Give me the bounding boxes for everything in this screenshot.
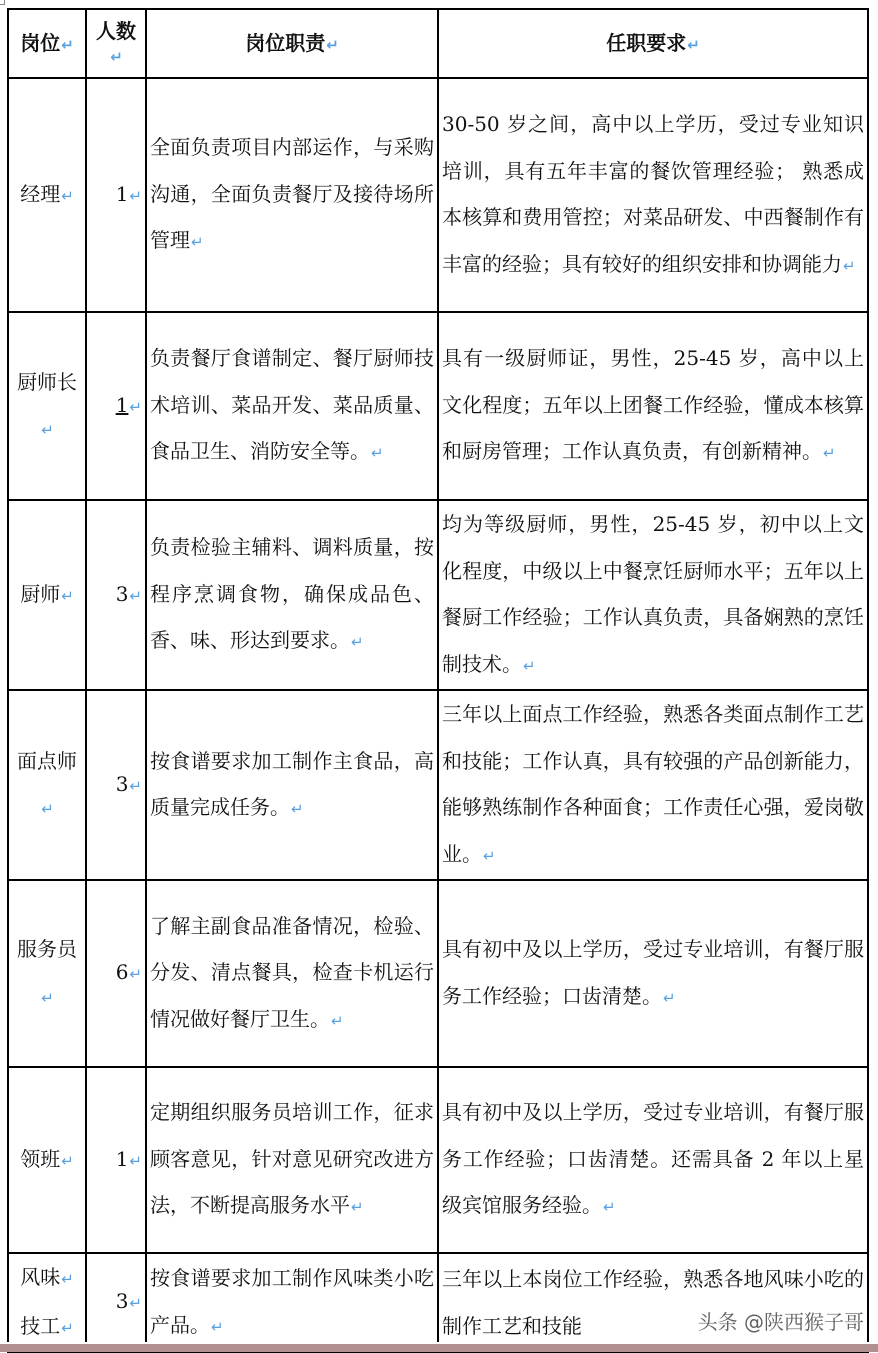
- table-row: [8, 500, 868, 690]
- paragraph-mark-icon: ↵: [523, 656, 536, 675]
- paragraph-mark-icon: ↵: [129, 776, 142, 795]
- paragraph-mark-icon: ↵: [843, 256, 856, 275]
- table-row: [8, 690, 868, 880]
- bottom-bar: [0, 1344, 878, 1352]
- paragraph-mark-icon: ↵: [110, 47, 123, 66]
- cell-requirements: 30-50 岁之间，高中以上学历，受过专业知识培训，具有五年丰富的餐饮管理经验； 熟悉成本核算和费用管控；对菜品研发、中西餐制作有丰富的经验；具有较好的组织安排和协调能力↵: [438, 78, 868, 312]
- paragraph-mark-icon: ↵: [129, 397, 142, 416]
- cell-count: 3↵: [86, 1253, 146, 1352]
- cell-requirements: 具有初中及以上学历，受过专业培训，有餐厅服务工作经验；口齿清楚。还需具备 2 年以上星级宾馆服务经验。↵: [438, 1067, 868, 1253]
- cell-duties: 全面负责项目内部运作，与采购沟通，全面负责餐厅及接待场所管理↵: [146, 78, 438, 312]
- cell-position: 领班↵: [8, 1067, 86, 1253]
- cell-requirements: 具有一级厨师证，男性，25-45 岁，高中以上文化程度；五年以上团餐工作经验，懂成本核算和厨房管理；工作认真负责，有创新精神。↵: [438, 312, 868, 500]
- cell-duties: 按食谱要求加工制作主食品，高质量完成任务。↵: [146, 690, 438, 880]
- header-count: 人数↵: [86, 9, 146, 78]
- watermark: 头条 @陕西猴子哥: [697, 1310, 864, 1334]
- paragraph-mark-icon: ↵: [211, 1317, 224, 1336]
- paragraph-mark-icon: ↵: [41, 800, 54, 818]
- cell-duties: 定期组织服务员培训工作，征求顾客意见，针对意见研究改进方法，不断提高服务水平↵: [146, 1067, 438, 1253]
- cell-requirements: 三年以上面点工作经验，熟悉各类面点制作工艺和技能；工作认真，具有较强的产品创新能力，能够熟练制作各种面食；工作责任心强，爱岗敬业。↵: [438, 690, 868, 880]
- paragraph-mark-icon: ↵: [351, 1198, 364, 1217]
- paragraph-mark-icon: ↵: [191, 233, 204, 252]
- cell-position: 服务员↵: [8, 880, 86, 1067]
- cell-duties: 负责餐厅食谱制定、餐厅厨师技术培训、菜品开发、菜品质量、食品卫生、消防安全等。↵: [146, 312, 438, 500]
- cell-requirements: 三年以上本岗位工作经验，熟悉各地风味小吃的制作工艺和技能: [438, 1253, 868, 1352]
- table-row: [8, 1253, 868, 1352]
- table-row: [8, 312, 868, 500]
- table-row: [8, 1067, 868, 1253]
- cell-position: 风味↵ 技工↵: [8, 1253, 86, 1352]
- paragraph-mark-icon: ↵: [129, 586, 142, 605]
- cell-position: 厨师长↵: [8, 312, 86, 500]
- paragraph-mark-icon: ↵: [61, 35, 74, 54]
- cell-position: 厨师↵: [8, 500, 86, 690]
- paragraph-mark-icon: ↵: [326, 35, 339, 54]
- paragraph-mark-icon: ↵: [41, 421, 54, 439]
- page-corner-mark: [0, 0, 5, 5]
- cell-count: 3↵: [86, 690, 146, 880]
- table-row: [8, 78, 868, 312]
- paragraph-mark-icon: ↵: [61, 1151, 74, 1170]
- cell-position: 经理↵: [8, 78, 86, 312]
- cell-position: 面点师↵: [8, 690, 86, 880]
- paragraph-mark-icon: ↵: [823, 444, 836, 463]
- job-requirements-table: [7, 8, 869, 1353]
- paragraph-mark-icon: ↵: [61, 1270, 74, 1288]
- paragraph-mark-icon: ↵: [61, 586, 74, 605]
- paragraph-mark-icon: ↵: [351, 633, 364, 652]
- cell-duties: 按食谱要求加工制作风味类小吃产品。↵: [146, 1253, 438, 1352]
- paragraph-mark-icon: ↵: [483, 846, 496, 865]
- cell-count: 6↵: [86, 880, 146, 1067]
- table-row: [8, 880, 868, 1067]
- paragraph-mark-icon: ↵: [41, 988, 54, 1007]
- paragraph-mark-icon: ↵: [61, 186, 74, 205]
- cell-requirements: 具有初中及以上学历，受过专业培训，有餐厅服务工作经验；口齿清楚。↵: [438, 880, 868, 1067]
- header-duties: 岗位职责↵: [146, 9, 438, 78]
- cell-count: 1↵: [86, 78, 146, 312]
- header-position: 岗位↵: [8, 9, 86, 78]
- header-requirements: 任职要求↵: [438, 9, 868, 78]
- paragraph-mark-icon: ↵: [371, 444, 384, 463]
- cell-requirements: 均为等级厨师，男性，25-45 岁，初中以上文化程度，中级以上中餐烹饪厨师水平；五年以上餐厨工作经验；工作认真负责，具备娴熟的烹饪制技术。↵: [438, 500, 868, 690]
- cell-count: 1↵: [86, 312, 146, 500]
- paragraph-mark-icon: ↵: [331, 1011, 344, 1030]
- paragraph-mark-icon: ↵: [603, 1198, 616, 1217]
- paragraph-mark-icon: ↵: [129, 1294, 142, 1313]
- paragraph-mark-icon: ↵: [663, 988, 676, 1007]
- paragraph-mark-icon: ↵: [129, 965, 142, 984]
- paragraph-mark-icon: ↵: [291, 800, 304, 818]
- paragraph-mark-icon: ↵: [129, 1151, 142, 1170]
- cell-count: 3↵: [86, 500, 146, 690]
- paragraph-mark-icon: ↵: [687, 35, 700, 54]
- cell-duties: 负责检验主辅料、调料质量，按程序烹调食物，确保成品色、香、味、形达到要求。↵: [146, 500, 438, 690]
- cell-duties: 了解主副食品准备情况，检验、分发、清点餐具，检查卡机运行情况做好餐厅卫生。↵: [146, 880, 438, 1067]
- paragraph-mark-icon: ↵: [61, 1318, 74, 1337]
- cell-count: 1↵: [86, 1067, 146, 1253]
- paragraph-mark-icon: ↵: [129, 186, 142, 205]
- table-header-row: [8, 9, 868, 78]
